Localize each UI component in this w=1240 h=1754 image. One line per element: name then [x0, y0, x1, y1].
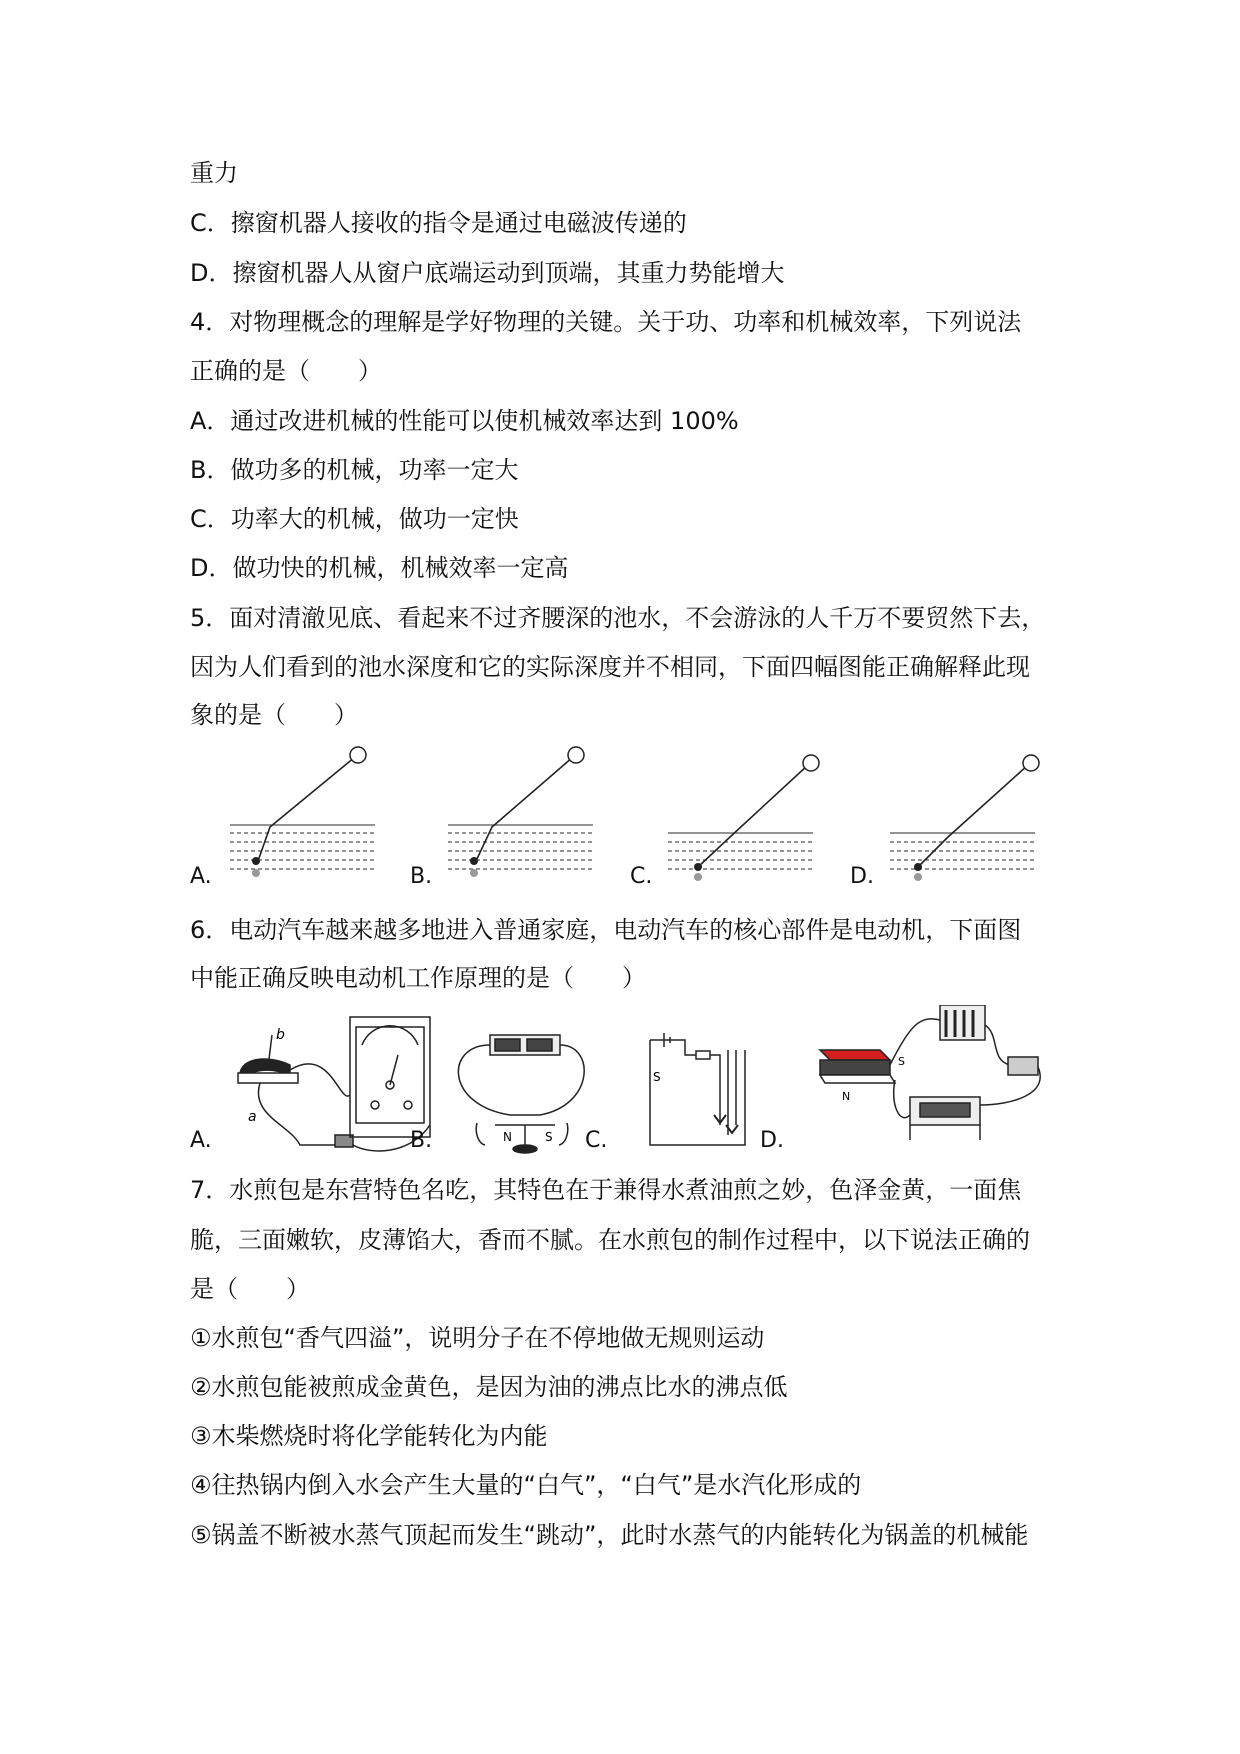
- q6-stem-line-2: 中能正确反映电动机工作原理的是（ ）: [190, 964, 646, 992]
- q6-fig-a-label-a: a: [248, 1109, 257, 1125]
- q6-option-d-label: D.: [760, 1128, 784, 1153]
- q7-statement-5: ⑤锅盖不断被水蒸气顶起而发生“跳动”，此时水蒸气的内能转化为锅盖的机械能: [190, 1521, 1029, 1549]
- q5-fig-a: [230, 747, 375, 877]
- q5-option-c-label: C.: [630, 864, 653, 889]
- q5-fig-c: [668, 755, 819, 881]
- q5-fig-b: [448, 747, 593, 877]
- q6-fig-a: [238, 1017, 433, 1153]
- q6-figures: [190, 1005, 1090, 1155]
- q5-option-d-label: D.: [850, 864, 874, 889]
- q5-option-b-label: B.: [410, 864, 433, 889]
- q4-stem-line-1: 4．对物理概念的理解是学好物理的关键。关于功、功率和机械效率，下列说法: [190, 308, 1022, 336]
- q6-option-c-label: C.: [585, 1128, 608, 1153]
- q7-statement-1: ①水煎包“香气四溢”，说明分子在不停地做无规则运动: [190, 1324, 765, 1352]
- text-line-1: 重力: [190, 159, 238, 187]
- q6-option-a-label: A.: [190, 1128, 212, 1153]
- q7-statement-3: ③木柴燃烧时将化学能转化为内能: [190, 1422, 548, 1450]
- q5-stem-line-2: 因为人们看到的池水深度和它的实际深度并不相同，下面四幅图能正确解释此现: [190, 653, 1030, 681]
- q7-stem-line-3: 是（ ）: [190, 1275, 310, 1303]
- q6-option-b-label: B.: [410, 1128, 433, 1153]
- q5-stem-line-3: 象的是（ ）: [190, 701, 358, 729]
- q3-option-d: D．擦窗机器人从窗户底端运动到顶端，其重力势能增大: [190, 259, 785, 287]
- q4-stem-line-2: 正确的是（ ）: [190, 357, 382, 385]
- q6-stem-line-1: 6．电动汽车越来越多地进入普通家庭，电动汽车的核心部件是电动机，下面图: [190, 916, 1022, 944]
- q3-option-c: C．擦窗机器人接收的指令是通过电磁波传递的: [190, 209, 687, 237]
- q6-fig-b-label-n: N: [503, 1130, 512, 1144]
- q6-fig-d-label-s: S: [898, 1055, 905, 1068]
- q6-fig-c-label-s: S: [653, 1070, 661, 1084]
- q4-option-b: B．做功多的机械，功率一定大: [190, 456, 519, 484]
- q4-option-a: A．通过改进机械的性能可以使机械效率达到 100%: [190, 407, 739, 435]
- q6-fig-a-label-b: b: [276, 1027, 285, 1043]
- q4-option-d: D．做功快的机械，机械效率一定高: [190, 554, 569, 582]
- q7-statement-2: ②水煎包能被煎成金黄色，是因为油的沸点比水的沸点低: [190, 1373, 788, 1401]
- q6-fig-b-label-s: S: [545, 1130, 553, 1144]
- q7-statement-4: ④往热锅内倒入水会产生大量的“白气”，“白气”是水汽化形成的: [190, 1471, 862, 1499]
- q5-fig-d: [890, 755, 1039, 881]
- q6-fig-c: [650, 1033, 745, 1145]
- q7-stem-line-2: 脆，三面嫩软，皮薄馅大，香而不腻。在水煎包的制作过程中，以下说法正确的: [190, 1226, 1030, 1254]
- q7-stem-line-1: 7．水煎包是东营特色名吃，其特色在于兼得水煮油煎之妙，色泽金黄，一面焦: [190, 1176, 1022, 1204]
- q5-stem-line-1: 5．面对清澈见底、看起来不过齐腰深的池水，不会游泳的人千万不要贸然下去，: [190, 604, 1046, 632]
- q6-fig-b: [458, 1035, 584, 1153]
- q6-fig-d-label-n: N: [842, 1090, 851, 1103]
- q4-option-c: C．功率大的机械，做功一定快: [190, 505, 519, 533]
- q6-fig-d: [820, 1005, 1040, 1140]
- q5-option-a-label: A.: [190, 864, 212, 889]
